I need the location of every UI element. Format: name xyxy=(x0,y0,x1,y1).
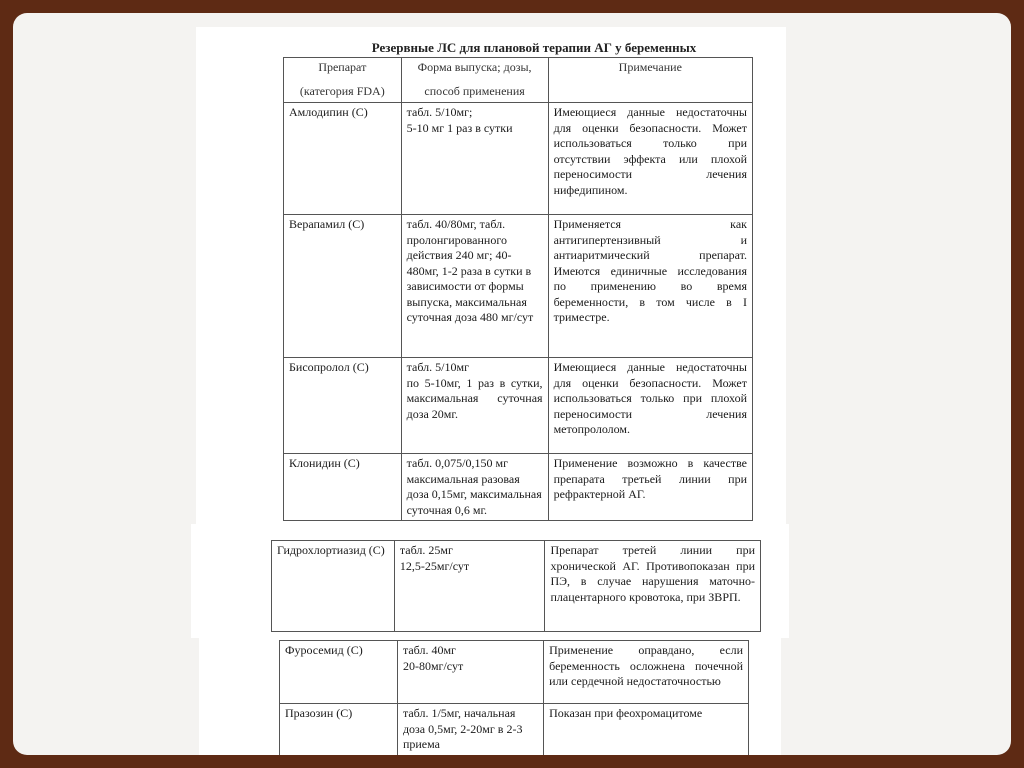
form-cell: табл. 40мг 20-80мг/сут xyxy=(397,641,543,704)
slide-background xyxy=(13,13,1011,755)
drug-cell: Верапамил (С) xyxy=(284,215,402,358)
form-cell: табл. 5/10мг; 5-10 мг 1 раз в сутки xyxy=(401,103,548,215)
header-form: Форма выпуска; дозы, способ применения xyxy=(401,58,548,103)
document-title: Резервные ЛС для плановой терапии АГ у беременных xyxy=(371,40,697,55)
form-cell: табл. 5/10мг по 5-10мг, 1 раз в сутки, максимальная суточная доза 20мг. xyxy=(401,358,548,454)
header-drug: Препарат (категория FDA) xyxy=(284,58,402,103)
table-row xyxy=(284,454,753,521)
table-row xyxy=(284,358,753,454)
drug-cell: Фуросемид (С) xyxy=(280,641,398,704)
note-cell: Имеющиеся данные недостаточны для оценки безопасности. Может использоваться только при отсутствии эффекта или плохой переносимости лечения нифедипином. xyxy=(548,103,752,215)
drug-table-bottom xyxy=(279,640,749,755)
form-cell: табл. 0,075/0,150 мг максимальная разовая доза 0,15мг, максимальная суточная 0,6 мг. xyxy=(401,454,548,521)
drug-table-top xyxy=(283,57,753,521)
drug-cell: Гидрохлортиазид (С) xyxy=(272,541,395,632)
table-row xyxy=(284,215,753,358)
note-cell: Применяется как антигипертензивный и антиаритмический препарат. Имеются единичные исследования по применению во время беременности, в том числе в I триместре. xyxy=(548,215,752,358)
form-cell: табл. 40/80мг, табл. пролонгированного действия 240 мг; 40-480мг, 1-2 раза в сутки в зависимости от формы выпуска, максимальная суточная доза 480 мг/сут xyxy=(401,215,548,358)
drug-cell: Празозин (С) xyxy=(280,704,398,756)
note-cell: Применение оправдано, если беременность осложнена почечной или сердечной недостаточностью xyxy=(544,641,749,704)
form-cell: табл. 1/5мг, начальная доза 0,5мг, 2-20мг в 2-3 приема xyxy=(397,704,543,756)
document-scan-top xyxy=(196,27,786,537)
drug-cell: Клонидин (С) xyxy=(284,454,402,521)
table-header-row xyxy=(284,58,753,103)
note-cell: Показан при феохромацитоме xyxy=(544,704,749,756)
table-row xyxy=(284,103,753,215)
note-cell: Применение возможно в качестве препарата третьей линии при рефрактерной АГ. xyxy=(548,454,752,521)
table-row xyxy=(272,541,761,632)
form-cell: табл. 25мг 12,5-25мг/сут xyxy=(394,541,545,632)
note-cell: Препарат третей линии при хронической АГ. Противопоказан при ПЭ, в случае нарушения маточно-плацентарного кровотока, при ЗВРП. xyxy=(545,541,761,632)
header-note: Примечание xyxy=(548,58,752,103)
table-row xyxy=(280,704,749,756)
note-cell: Имеющиеся данные недостаточны для оценки безопасности. Может использоваться только при плохой переносимости лечения метопрололом. xyxy=(548,358,752,454)
drug-cell: Бисопролол (С) xyxy=(284,358,402,454)
drug-table-middle xyxy=(271,540,761,632)
document-scan-bottom xyxy=(199,637,781,755)
drug-cell: Амлодипин (С) xyxy=(284,103,402,215)
document-scan-middle xyxy=(191,524,789,638)
table-row xyxy=(280,641,749,704)
